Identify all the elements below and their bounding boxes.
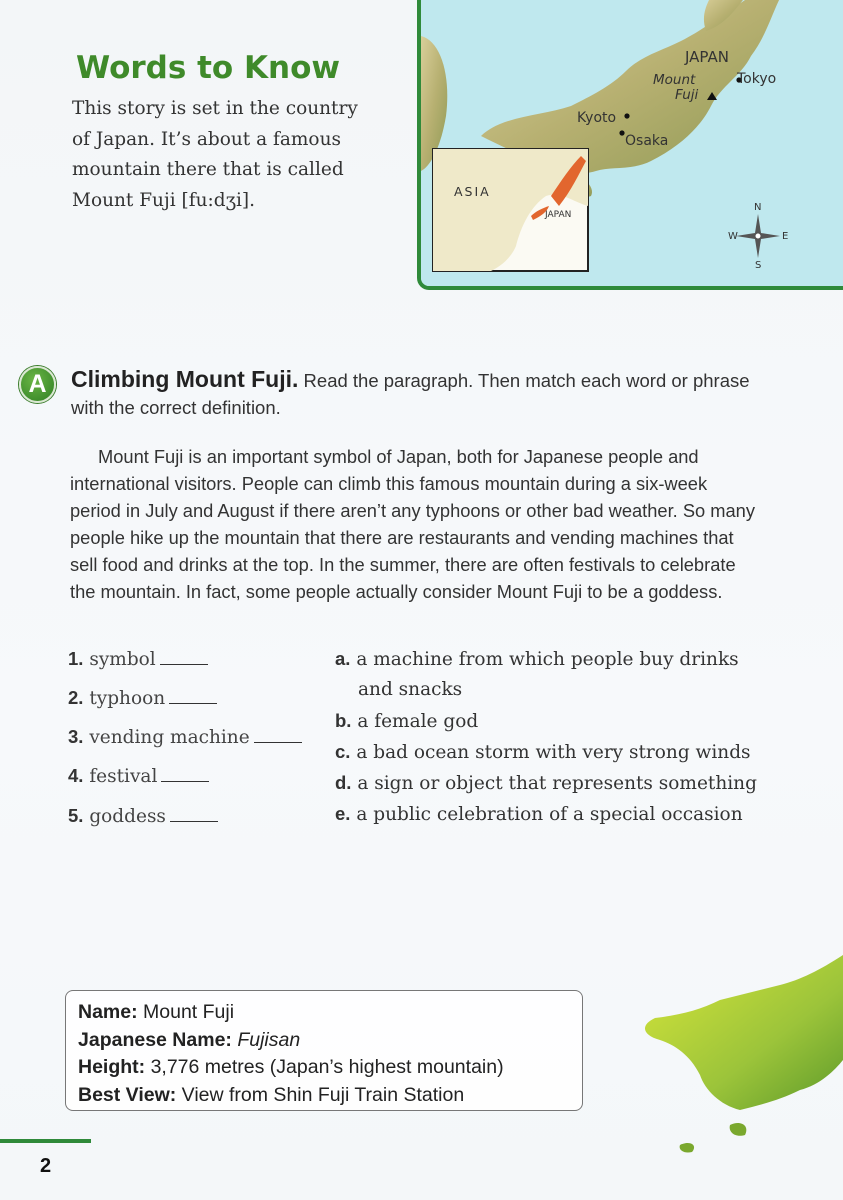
definition-d: d. a sign or object that represents something [335,772,757,794]
reading-paragraph: Mount Fuji is an important symbol of Japan, both for Japanese people and international visitors. People can climb this famous mountain during a six-week period in July and August if there aren’t any typhoons or other bad weather. So many people hike up the mountain that there are restaurants and vending machines that sell food and drinks at the top. In the summer, there are often festivals to celebrate the mountain. In fact, some people actually consider Mount Fuji to be a goddess. [70,446,755,602]
info-box [65,990,583,1111]
info-name: Name: Mount Fuji [78,1001,235,1023]
term-3: 3. vending machine [68,726,302,748]
island-illustration [580,940,843,1170]
definition-a-line2: and snacks [358,679,463,700]
info-japanese-name: Japanese Name: Fujisan [78,1028,301,1051]
section-heading [71,366,771,421]
map-label-tokyo: Tokyo [737,71,777,87]
section-title: Climbing Mount Fuji. [71,366,299,392]
map-label-fuji: Fuji [675,87,699,103]
info-best-view: Best View: View from Shin Fuji Train Station [78,1083,465,1106]
compass-w: W [728,231,738,242]
compass-n: N [754,202,762,213]
answer-blank[interactable] [169,702,217,704]
definition-a: a. a machine from which people buy drinks [335,648,739,670]
term-1: 1. symbol [68,648,208,670]
map-label-mount: Mount [653,72,696,88]
map-label-osaka: Osaka [625,133,669,149]
words-to-know-body: This story is set in the country of Japan. It’s about a famous mountain there that is called Mount Fuji [fu:dʒi]. [72,98,358,211]
footer-rule [0,1139,91,1143]
answer-blank[interactable] [161,780,209,782]
words-to-know-title: Words to Know [76,50,341,86]
japan-map [417,0,843,290]
inset-label-japan: JAPAN [545,210,572,220]
term-4: 4. festival [68,765,209,787]
definition-c: c. a bad ocean storm with very strong winds [335,741,751,763]
term-2: 2. typhoon [68,687,217,709]
inset-label-asia: ASIA [454,184,491,199]
info-height: Height: 3,776 metres (Japan’s highest mountain) [78,1056,504,1078]
definition-e: e. a public celebration of a special occasion [335,803,743,825]
definition-b: b. a female god [335,710,479,732]
term-5: 5. goddess [68,805,218,827]
map-label-japan: JAPAN [685,48,729,66]
compass-e: E [782,231,789,242]
answer-blank[interactable] [170,820,218,822]
section-instructions: Read the paragraph. Then match each word or phrase with the correct definition. [71,370,750,418]
section-badge: A [19,366,56,403]
answer-blank[interactable] [160,663,208,665]
page-number: 2 [40,1155,52,1177]
compass-s: S [755,260,762,271]
map-label-kyoto: Kyoto [577,110,617,126]
answer-blank[interactable] [254,741,302,743]
